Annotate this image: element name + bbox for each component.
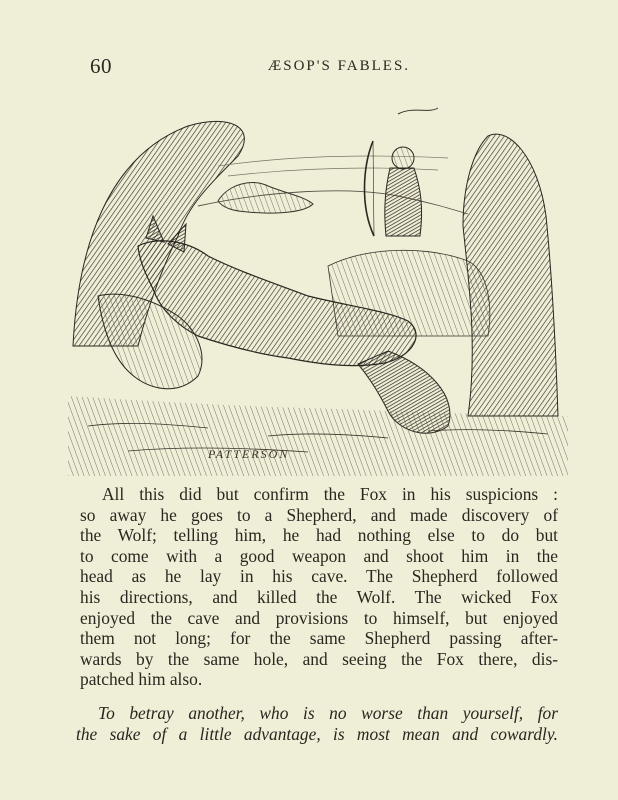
moral-line: To betray another, who is no worse than yourself, for: [98, 703, 558, 723]
body-line: All this did but confirm the Fox in his suspicions :: [102, 484, 558, 504]
body-line: wards by the same hole, and seeing the Fox there, dis-: [80, 648, 558, 669]
running-title: ÆSOP'S FABLES.: [267, 58, 411, 74]
illustration-signature: PATTERSON: [208, 447, 290, 461]
body-line: so away he goes to a Shepherd, and made discovery of: [80, 504, 558, 525]
body-line: his directions, and killed the Wolf. The wicked Fox: [80, 586, 558, 607]
background-wolf: [218, 182, 313, 213]
fable-moral: [76, 703, 558, 745]
page-number: 60: [90, 54, 112, 78]
body-line: head as he lay in his cave. The Shepherd followed: [80, 566, 558, 587]
woodcut-illustration: [68, 96, 568, 476]
body-line: patched him also.: [80, 669, 203, 690]
shepherd-figure: [364, 108, 438, 236]
fable-body: [80, 484, 558, 690]
moral-line: the sake of a little advantage, is most mean and cowardly.: [76, 724, 558, 744]
body-line: to come with a good weapon and shoot him in the: [80, 545, 558, 566]
running-head: [0, 58, 618, 75]
body-line: the Wolf; telling him, he had nothing else to do but: [80, 525, 558, 546]
body-line: them not long; for the same Shepherd passing after-: [80, 628, 558, 649]
body-line: enjoyed the cave and provisions to himself, but enjoyed: [80, 607, 558, 628]
